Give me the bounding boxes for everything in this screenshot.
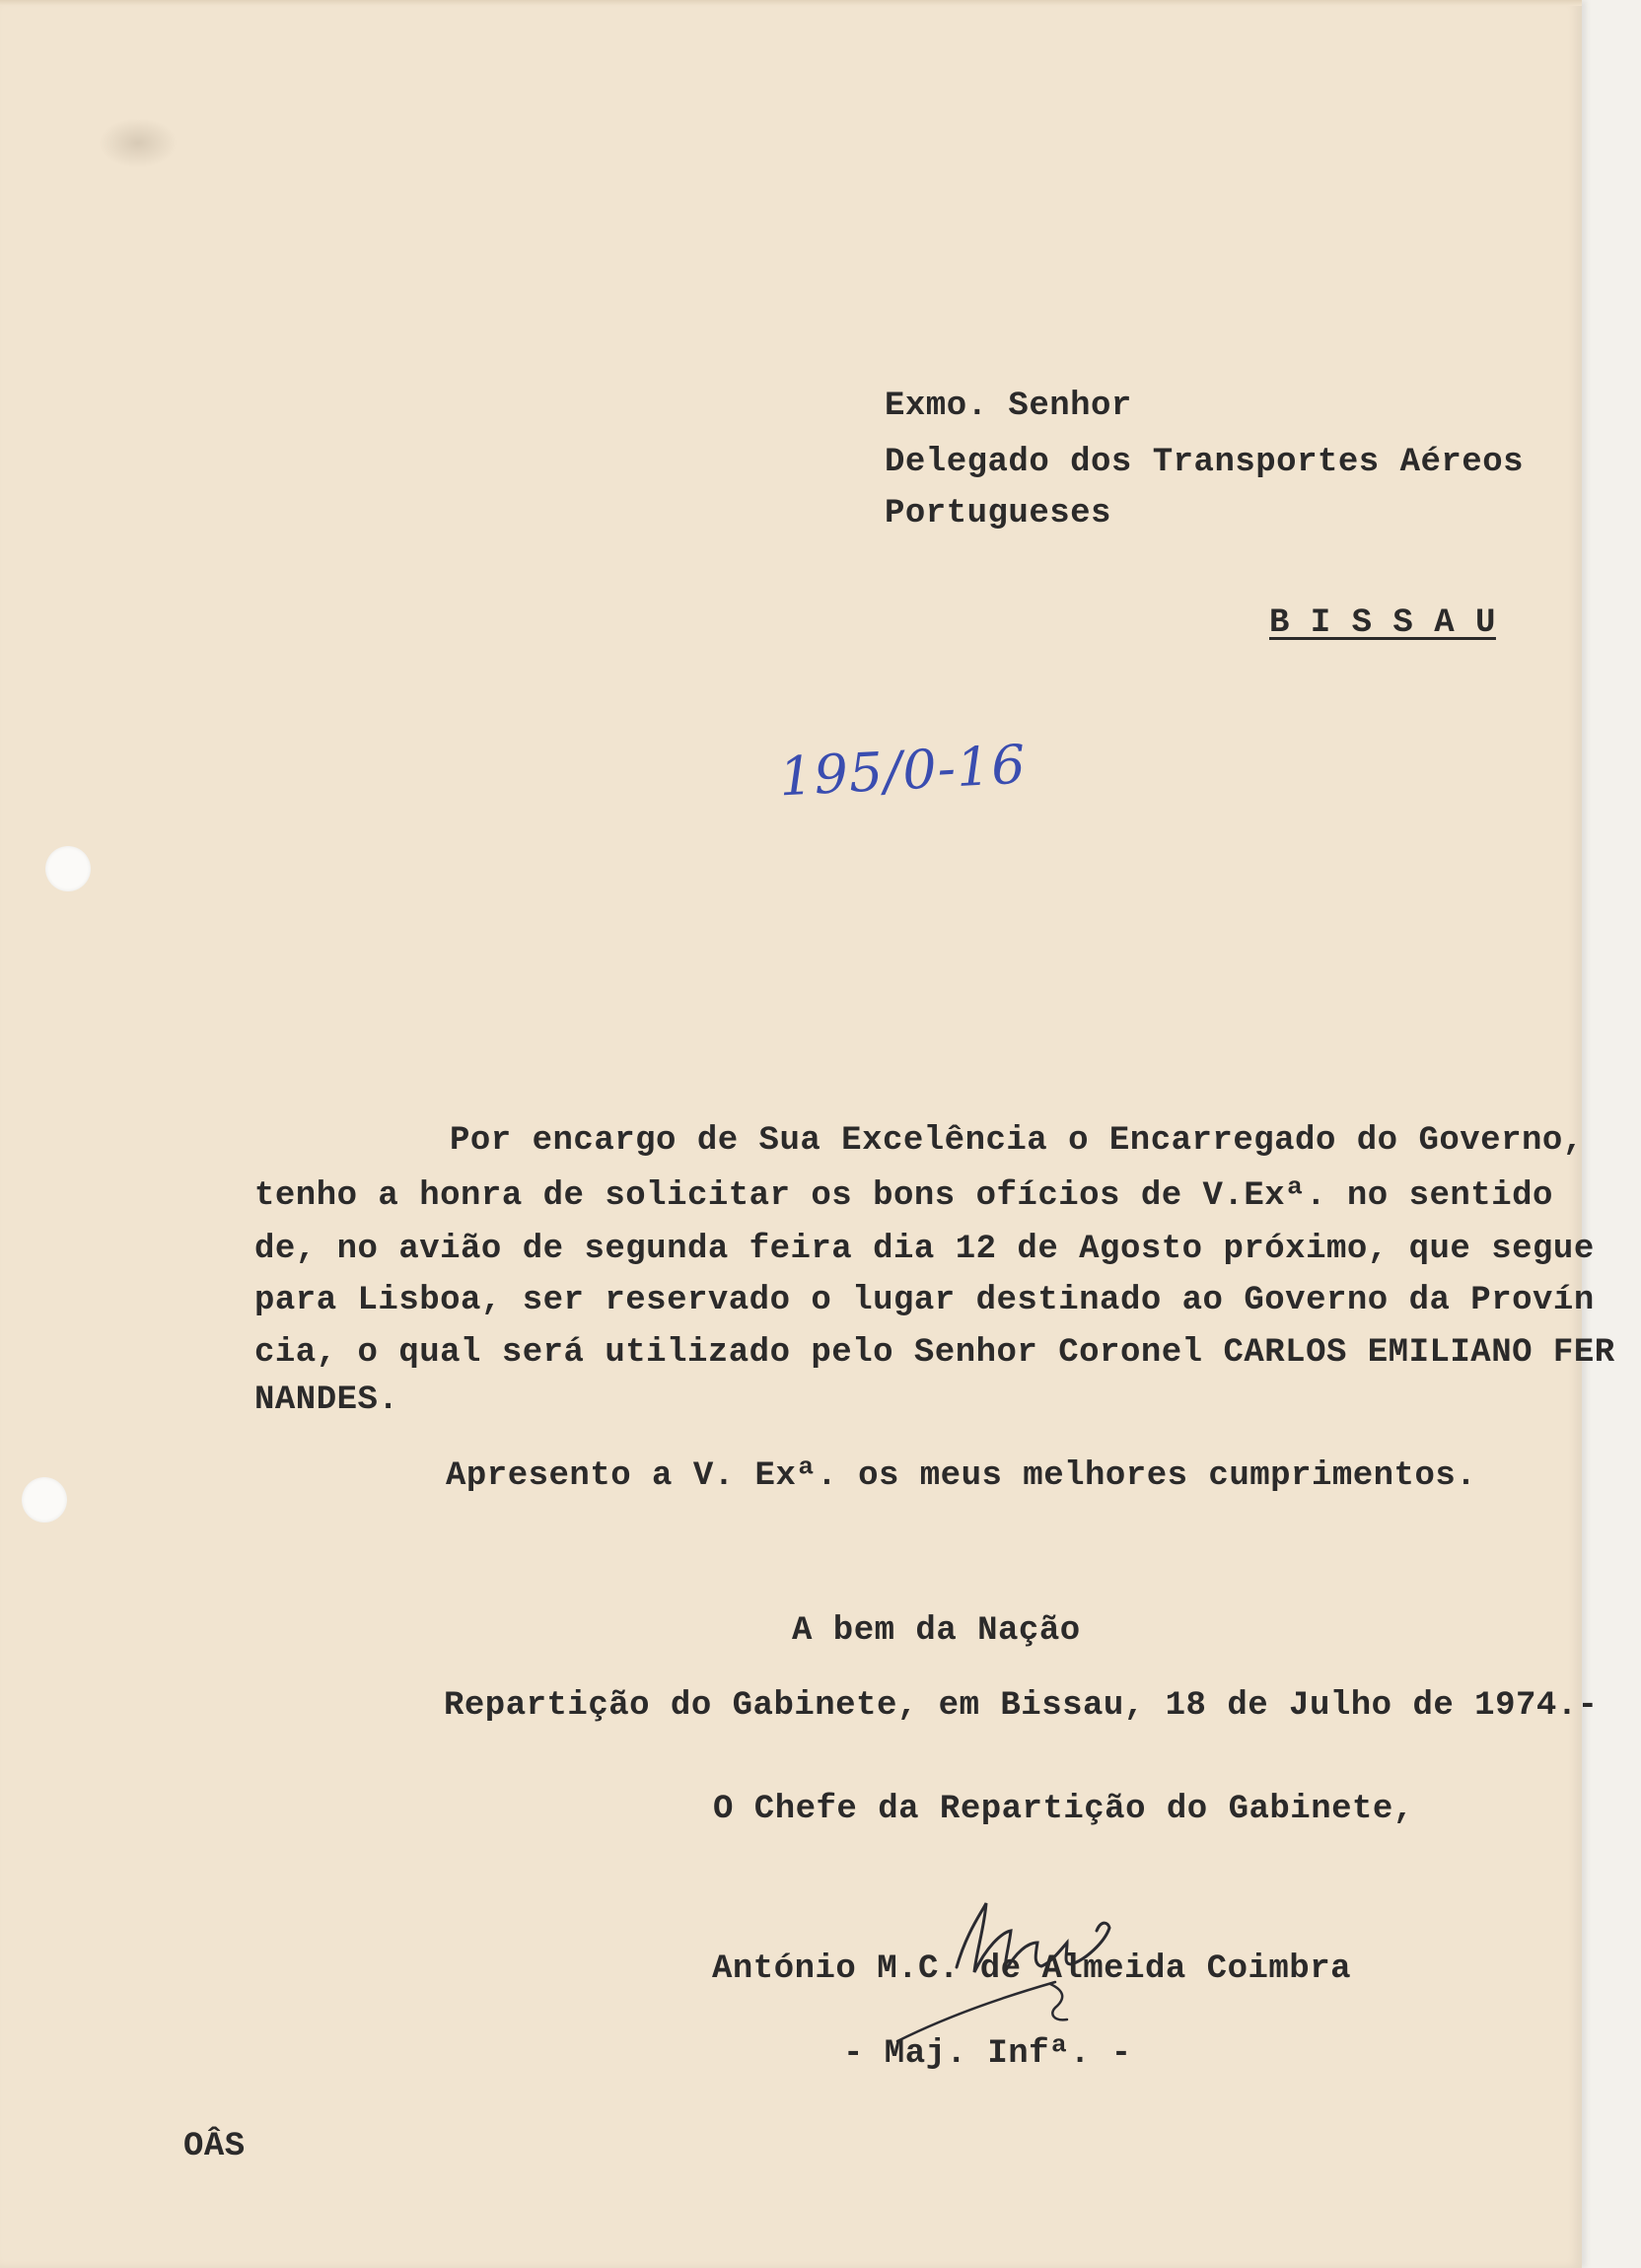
- paper-top-edge: [0, 0, 1582, 6]
- handwritten-reference: 195/0-16: [777, 733, 1029, 809]
- closing-line: Apresento a V. Exª. os meus melhores cumprimentos.: [446, 1457, 1477, 1495]
- addressee-line-2: Delegado dos Transportes Aéreos: [885, 444, 1525, 481]
- body-line-1: Por encargo de Sua Excelência o Encarregado do Governo,: [450, 1122, 1584, 1160]
- addressee-city: B I S S A U: [1269, 604, 1496, 642]
- body-line-5: cia, o qual será utilizado pelo Senhor Coronel CARLOS EMILIANO FER: [254, 1334, 1615, 1372]
- body-line-6: NANDES.: [254, 1382, 399, 1419]
- signatory-title: O Chefe da Repartição do Gabinete,: [713, 1791, 1414, 1828]
- body-line-2: tenho a honra de solicitar os bons ofícios de V.Exª. no sentido: [254, 1177, 1553, 1215]
- addressee-line-3: Portugueses: [885, 495, 1111, 532]
- signatory-name: António M.C. de Almeida Coimbra: [712, 1950, 1352, 1988]
- body-line-4: para Lisboa, ser reservado o lugar destinado ao Governo da Provín: [254, 1282, 1595, 1319]
- addressee-line-1: Exmo. Senhor: [885, 388, 1132, 425]
- punch-hole-top: [45, 846, 91, 891]
- stain-mark: [99, 118, 178, 168]
- signatory-rank: - Maj. Infª. -: [843, 2035, 1132, 2073]
- body-line-3: de, no avião de segunda feira dia 12 de Agosto próximo, que segue: [254, 1231, 1595, 1268]
- punch-hole-bottom: [22, 1477, 67, 1523]
- typist-initials: OÂS: [183, 2128, 246, 2165]
- place-date-line: Repartição do Gabinete, em Bissau, 18 de Julho de 1974.-: [444, 1687, 1599, 1725]
- valediction: A bem da Nação: [792, 1612, 1081, 1650]
